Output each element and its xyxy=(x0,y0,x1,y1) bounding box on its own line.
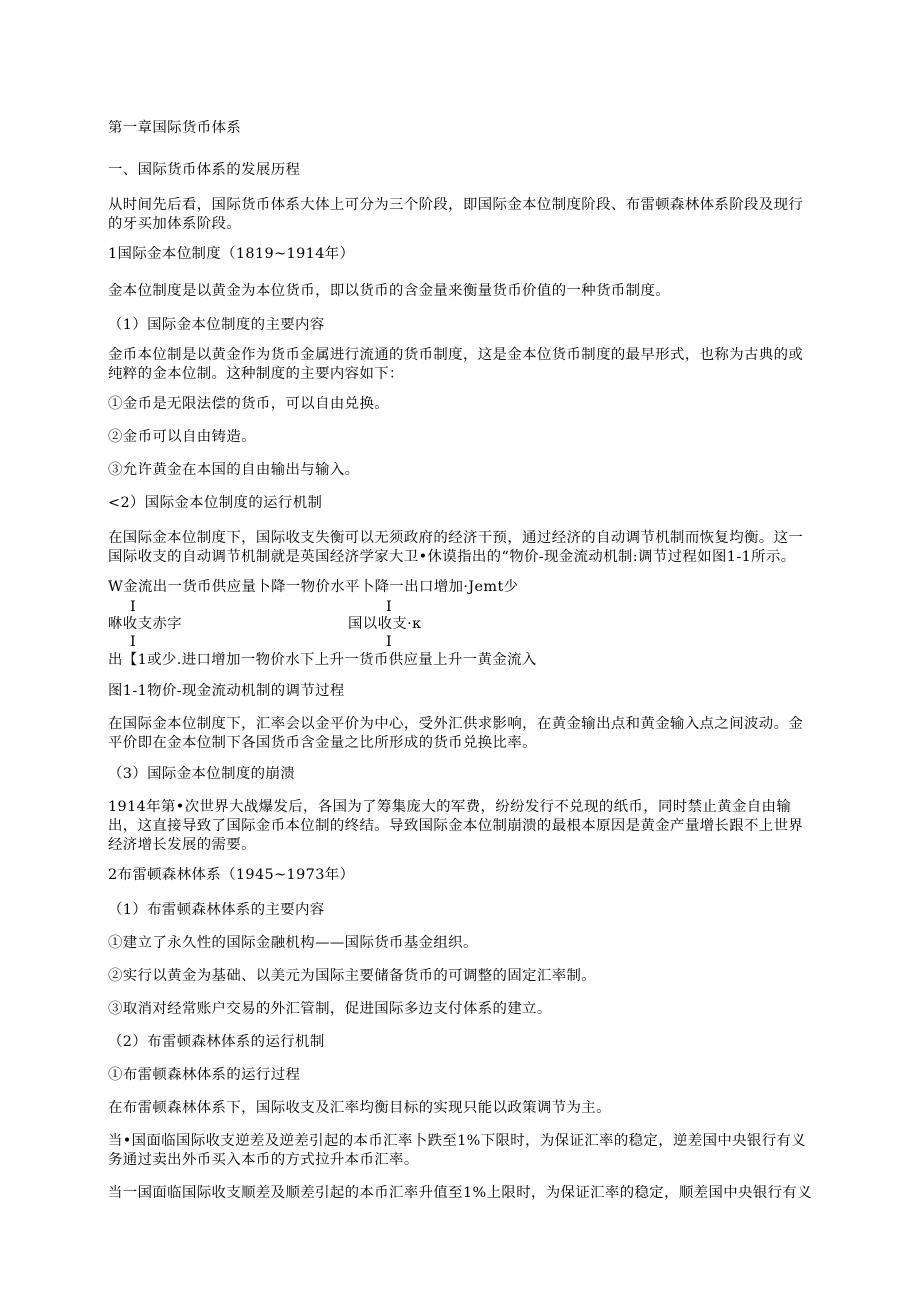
list-item: ③取消对经常账户交易的外汇管制，促进国际多边支付体系的建立。 xyxy=(108,1001,552,1017)
diagram-row-top: W金流出一货币供应量卜降一物价水平卜降一出口增加·Jemt少 xyxy=(108,579,519,595)
subsection-heading: 1国际金本位制度（1819~1914年） xyxy=(108,246,355,262)
chapter-title: 第一章国际货币体系 xyxy=(108,120,242,136)
diagram-connector: I xyxy=(386,634,393,650)
paragraph: 在国际金本位制度下，国际收支失衡可以无须政府的经济干预，通过经济的自动调节机制而恢复均衡。这一国际收支的自动调节机制就是英国经济学家大卫•休谟指出的“物价-现金流动机制:调节过程如图1-1所示。 xyxy=(108,530,804,565)
subheading: （1）布雷顿森林体系的主要内容 xyxy=(108,902,325,918)
list-item: ①建立了永久性的国际金融机构——国际货币基金组织。 xyxy=(108,935,478,951)
subheading: （2）布雷顿森林体系的运行机制 xyxy=(108,1034,325,1050)
list-item: ①金币是无限法偿的货币，可以自由兑换。 xyxy=(108,396,390,412)
paragraph: 当•国面临国际收支逆差及逆差引起的本币汇率卜跌至1%下限时，为保证汇率的稳定，逆差国中央银行有义务通过卖出外币买入本币的方式拉升本币汇率。 xyxy=(108,1133,807,1168)
paragraph: 当一国面临国际收支顺差及顺差引起的本币汇率升值至1%上限时，为保证汇率的稳定，顺差国中央银行有义 xyxy=(108,1185,813,1201)
diagram-row-bottom: 出【1或少.进口增加一物价水下上升一货币供应量上升一黄金流入 xyxy=(108,652,537,668)
list-item: ②实行以黄金为基础、以美元为国际主要储备货币的可调整的固定汇率制。 xyxy=(108,968,597,984)
subheading: （1）国际金本位制度的主要内容 xyxy=(108,317,325,333)
subheading: ①布雷顿森林体系的运行过程 xyxy=(108,1067,301,1083)
paragraph: 金币本位制是以黄金作为货币金属进行流通的货币制度，这是金本位货币制度的最早形式，也称为古典的或纯粹的金本位制。这种制度的主要内容如下： xyxy=(108,347,804,382)
subheading: <2）国际金本位制度的运行机制 xyxy=(108,495,323,511)
paragraph: 金本位制度是以黄金为本位货币，即以货币的含金量来衡量货币价值的一种货币制度。 xyxy=(108,283,671,299)
paragraph: 从时间先后看，国际货币体系大体上可分为三个阶段，即国际金本位制度阶段、布雷顿森林体系阶段及现行的牙买加体系阶段。 xyxy=(108,197,804,232)
diagram-connector: I xyxy=(130,634,137,650)
diagram-right-node: 国以收支·κ xyxy=(348,616,422,632)
list-item: ③允许黄金在本国的自由输出与输入。 xyxy=(108,462,360,478)
paragraph: 1914年第•次世界大战爆发后，各国为了筹集庞大的军费，纷纷发行不兑现的纸币，同时禁止黄金自由输出，这直接导致了国际金币本位制的终结。导致国际金本位制崩溃的最根本原因是黄金产量增长跟不上世界经济增长发展的需要。 xyxy=(108,799,804,853)
section-heading: 一、国际货币体系的发展历程 xyxy=(108,162,301,178)
figure-caption: 图1-1物价-现金流动机制的调节过程 xyxy=(108,683,345,699)
diagram-connector: I xyxy=(386,599,393,615)
paragraph: 在国际金本位制度下，汇率会以金平价为中心，受外汇供求影响，在黄金输出点和黄金输入点之间波动。金平价即在金本位制下各国货币含金量之比所形成的货币兑换比率。 xyxy=(108,716,804,751)
diagram-connector: I xyxy=(130,599,137,615)
subheading: （3）国际金本位制度的崩溃 xyxy=(108,766,296,782)
paragraph: 在布雷顿森林体系下，国际收支及汇率均衡目标的实现只能以政策调节为主。 xyxy=(108,1100,611,1116)
subsection-heading: 2布雷顿森林体系（1945~1973年） xyxy=(108,867,355,883)
list-item: ②金币可以自由铸造。 xyxy=(108,429,256,445)
diagram-left-node: 咻收支赤字 xyxy=(108,616,182,632)
